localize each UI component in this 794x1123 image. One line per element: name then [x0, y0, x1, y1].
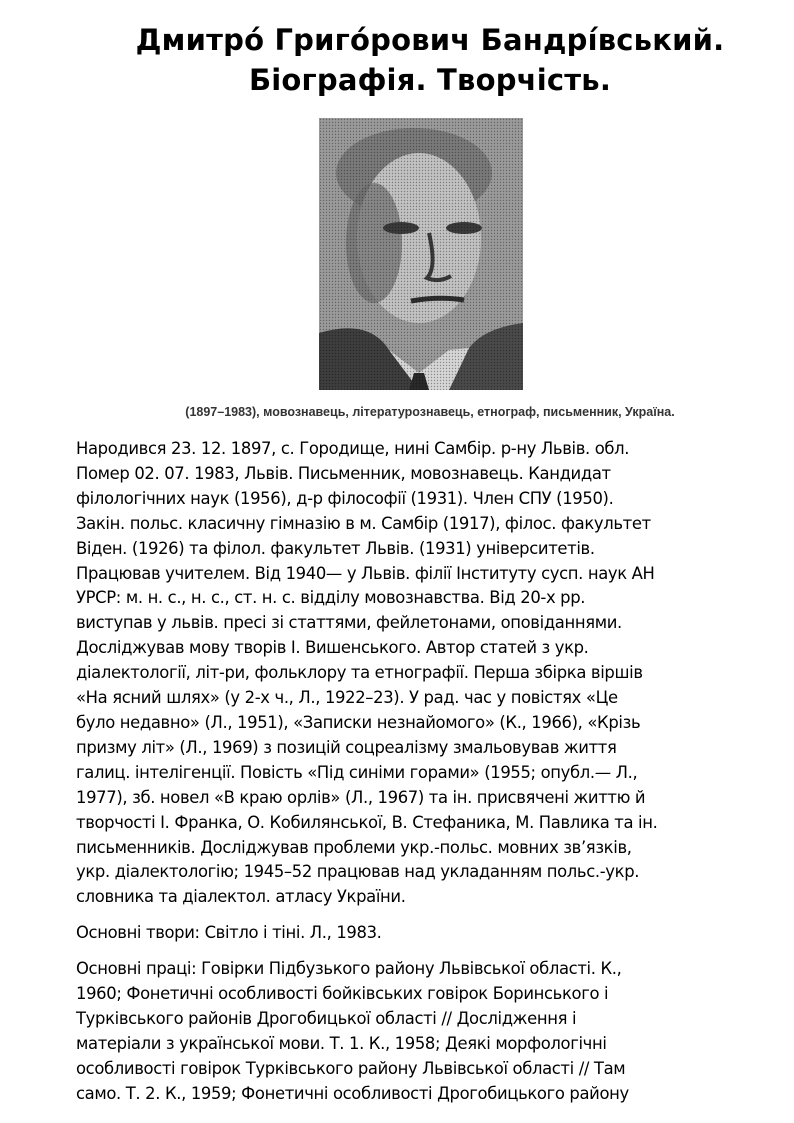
text-line: Основні праці: Говірки Підбузького району Львівської області. К., — [76, 959, 622, 979]
text-line: галиц. інтелігенції. Повість «Під синіми горами» (1955; опубл.— Л., — [76, 762, 638, 782]
title-line-subtitle: Біографія. Творчість. — [248, 63, 612, 97]
text-line: 1977), зб. новел «В краю орлів» (Л., 1967) та ін. присвячені життю й — [76, 787, 646, 807]
portrait-photo — [319, 118, 523, 390]
text-line: «На ясний шлях» (у 2-х ч., Л., 1922–23). У рад. час у повістях «Це — [76, 688, 618, 708]
text-line: письменників. Досліджував проблеми укр.-польс. мовних зв’язків, — [76, 837, 632, 857]
text-line: виступав у львів. пресі зі статтями, фейлетонами, оповіданнями. — [76, 613, 622, 633]
text-line: філологічних наук (1956), д-р філософії (1931). Член СПУ (1950). — [76, 488, 614, 508]
text-line: Помер 02. 07. 1983, Львів. Письменник, мовознавець. Кандидат — [76, 463, 611, 483]
text-line: Закін. польс. класичну гімназію в м. Самбір (1917), філос. факультет — [76, 513, 651, 533]
biography-body — [76, 437, 776, 1118]
text-line: Турківського районів Дрогобицької області // Дослідження і — [76, 1008, 577, 1028]
page-title — [80, 20, 780, 100]
text-line: само. Т. 2. К., 1959; Фонетичні особливості Дрогобицького району — [76, 1083, 629, 1103]
text-line: Працював учителем. Від 1940— у Львів. філії Інституту сусп. наук АН — [76, 563, 655, 583]
text-line: Віден. (1926) та філол. факультет Львів. (1931) університетів. — [76, 538, 595, 558]
main-works-paragraph — [76, 921, 776, 946]
text-line: Досліджував мову творів І. Вишенського. Автор статей з укр. — [76, 638, 589, 658]
portrait-caption: (1897–1983), мовознавець, літературознавець, етнограф, письменник, Україна. — [185, 405, 675, 419]
text-line: творчості І. Франка, О. Кобилянської, В. Стефаника, М. Павлика та ін. — [76, 812, 658, 832]
text-line: особливості говірок Турківського району Львівської області // Там — [76, 1058, 626, 1078]
text-line: Основні твори: Світло і тіні. Л., 1983. — [76, 923, 382, 943]
text-line: 1960; Фонетичні особливості бойківських говірок Боринського і — [76, 984, 609, 1004]
text-line: Народився 23. 12. 1897, с. Городище, нині Самбір. р-ну Львів. обл. — [76, 439, 630, 458]
biography-paragraph — [76, 437, 776, 910]
title-line-name: Дмитро́ Григо́рович Бандрі́вський. — [135, 23, 725, 57]
main-research-paragraph — [76, 957, 776, 1106]
text-line: УРСР: м. н. с., н. с., ст. н. с. відділу мовознавства. Від 20-х рр. — [76, 588, 586, 608]
text-line: матеріали з української мови. Т. 1. К., 1958; Деякі морфологічні — [76, 1033, 607, 1053]
text-line: діалектології, літ-ри, фольклору та етнографії. Перша збірка віршів — [76, 663, 643, 683]
text-line: словника та діалектол. атласу України. — [76, 887, 406, 907]
text-line: призму літ» (Л., 1969) з позицій соцреалізму змальовував життя — [76, 737, 617, 757]
text-line: укр. діалектологію; 1945–52 працював над укладанням польс.-укр. — [76, 862, 640, 882]
portrait-illustration — [319, 118, 523, 390]
text-line: було недавно» (Л., 1951), «Записки незнайомого» (К., 1966), «Крізь — [76, 712, 641, 732]
